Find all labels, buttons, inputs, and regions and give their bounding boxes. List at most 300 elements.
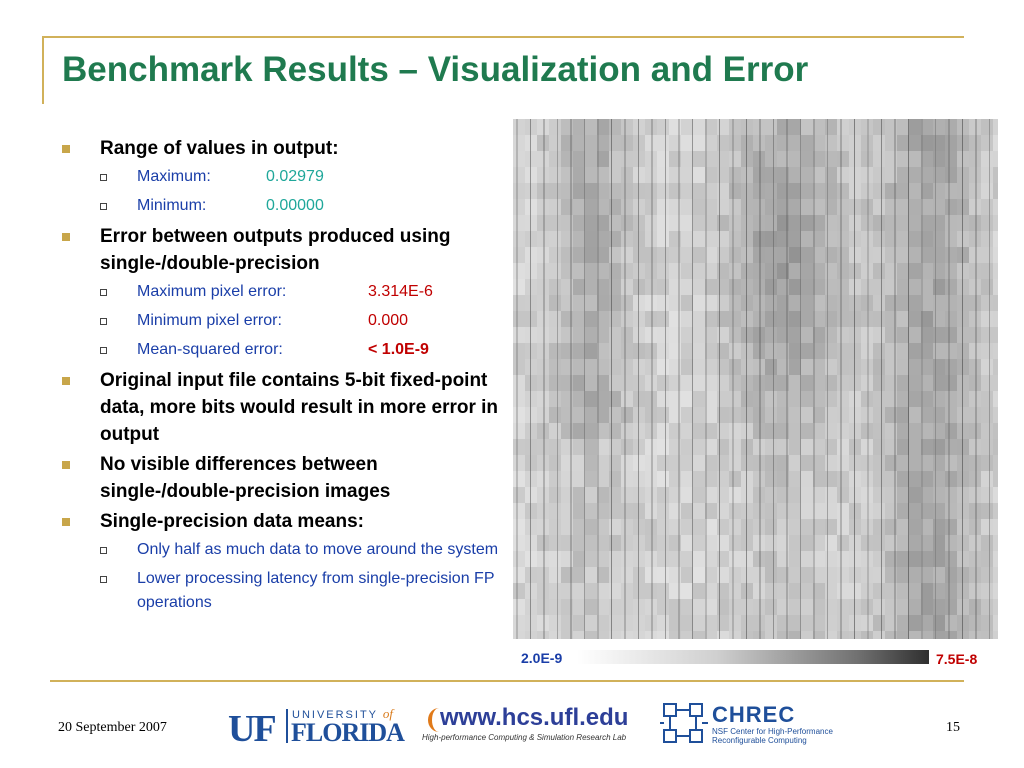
image-cell — [537, 615, 549, 631]
image-cell — [645, 199, 657, 215]
image-cell — [861, 583, 873, 599]
image-cell — [597, 167, 609, 183]
image-cell — [573, 343, 585, 359]
image-cell — [753, 375, 765, 391]
image-cell — [945, 327, 957, 343]
image-cell — [801, 503, 813, 519]
image-cell — [621, 167, 633, 183]
image-cell — [513, 199, 525, 215]
image-cell — [921, 279, 933, 295]
image-cell — [573, 599, 585, 615]
image-cell — [933, 183, 945, 199]
image-cell — [921, 311, 933, 327]
image-cell — [993, 567, 998, 583]
image-cell — [801, 359, 813, 375]
bullet-text: Error between outputs produced using single-/double-precision — [100, 226, 451, 274]
value-max-pixel-error: 3.314E-6 — [368, 283, 433, 300]
image-cell — [981, 439, 993, 455]
image-cell — [585, 295, 597, 311]
image-cell — [861, 343, 873, 359]
image-cell — [573, 199, 585, 215]
image-cell — [621, 263, 633, 279]
image-cell — [837, 503, 849, 519]
image-cell — [801, 615, 813, 631]
image-cell — [825, 119, 837, 135]
sub-bullet-min-pixel-error — [60, 309, 500, 333]
image-cell — [933, 343, 945, 359]
image-cell — [621, 231, 633, 247]
chrec-subtitle-line2: Reconfigurable Computing — [712, 736, 807, 745]
image-cell — [921, 391, 933, 407]
image-cell — [513, 263, 525, 279]
image-cell — [993, 215, 998, 231]
image-cell — [897, 199, 909, 215]
image-cell — [789, 343, 801, 359]
image-cell — [909, 599, 921, 615]
image-cell — [825, 215, 837, 231]
image-cell — [789, 551, 801, 567]
image-cell — [981, 519, 993, 535]
image-cell — [765, 583, 777, 599]
image-cell — [573, 631, 585, 639]
image-cell — [897, 167, 909, 183]
image-cell — [597, 359, 609, 375]
image-cell — [981, 487, 993, 503]
image-cell — [765, 295, 777, 311]
image-cell — [657, 295, 669, 311]
image-cell — [693, 135, 705, 151]
image-cell — [969, 455, 981, 471]
image-cell — [897, 423, 909, 439]
image-cell — [621, 567, 633, 583]
image-cell — [945, 359, 957, 375]
image-cell — [585, 567, 597, 583]
image-cell — [837, 567, 849, 583]
image-cell — [801, 247, 813, 263]
image-cell — [717, 183, 729, 199]
image-cell — [585, 279, 597, 295]
image-cell — [537, 455, 549, 471]
image-cell — [825, 167, 837, 183]
image-cell — [945, 551, 957, 567]
value-maximum: 0.02979 — [266, 168, 324, 185]
image-cell — [981, 599, 993, 615]
image-cell — [873, 231, 885, 247]
uf-logo-divider — [286, 709, 288, 743]
image-cell — [513, 455, 525, 471]
image-cell — [993, 519, 998, 535]
image-cell — [657, 551, 669, 567]
error-visualization-svg — [513, 119, 998, 639]
image-cell — [585, 407, 597, 423]
image-cell — [837, 551, 849, 567]
image-cell — [681, 487, 693, 503]
image-cell — [909, 391, 921, 407]
image-cell — [729, 215, 741, 231]
image-cell — [765, 247, 777, 263]
image-cell — [861, 263, 873, 279]
image-cell — [897, 455, 909, 471]
image-cell — [921, 583, 933, 599]
image-cell — [717, 487, 729, 503]
image-cell — [969, 391, 981, 407]
image-cell — [813, 167, 825, 183]
image-cell — [921, 359, 933, 375]
image-cell — [549, 391, 561, 407]
image-cell — [765, 519, 777, 535]
hollow-square-bullet-icon — [100, 318, 107, 325]
image-cell — [981, 567, 993, 583]
image-cell — [717, 519, 729, 535]
image-cell — [729, 231, 741, 247]
image-cell — [645, 167, 657, 183]
image-cell — [933, 279, 945, 295]
image-cell — [813, 359, 825, 375]
image-cell — [969, 471, 981, 487]
image-cell — [573, 327, 585, 343]
image-cell — [609, 167, 621, 183]
image-cell — [657, 231, 669, 247]
image-cell — [981, 631, 993, 639]
image-cell — [969, 567, 981, 583]
image-cell — [573, 263, 585, 279]
image-cell — [597, 327, 609, 343]
image-cell — [981, 183, 993, 199]
image-cell — [537, 503, 549, 519]
image-cell — [693, 615, 705, 631]
image-cell — [729, 167, 741, 183]
image-cell — [825, 615, 837, 631]
image-cell — [789, 615, 801, 631]
image-cell — [813, 519, 825, 535]
image-cell — [921, 119, 933, 135]
image-cell — [657, 279, 669, 295]
image-cell — [585, 135, 597, 151]
image-cell — [825, 199, 837, 215]
image-cell — [933, 135, 945, 151]
image-cell — [789, 407, 801, 423]
image-cell — [513, 247, 525, 263]
image-cell — [537, 119, 549, 135]
image-cell — [585, 519, 597, 535]
image-cell — [573, 615, 585, 631]
image-cell — [513, 183, 525, 199]
image-cell — [621, 151, 633, 167]
image-cell — [897, 551, 909, 567]
image-cell — [537, 167, 549, 183]
image-cell — [813, 375, 825, 391]
image-cell — [717, 247, 729, 263]
image-cell — [969, 295, 981, 311]
image-cell — [945, 151, 957, 167]
image-cell — [933, 599, 945, 615]
bullet-list — [60, 135, 500, 620]
image-cell — [693, 535, 705, 551]
image-cell — [549, 423, 561, 439]
image-cell — [573, 167, 585, 183]
image-cell — [765, 199, 777, 215]
image-cell — [789, 199, 801, 215]
image-cell — [537, 567, 549, 583]
image-cell — [585, 119, 597, 135]
image-cell — [729, 471, 741, 487]
image-cell — [585, 455, 597, 471]
image-cell — [801, 279, 813, 295]
image-cell — [981, 455, 993, 471]
image-cell — [717, 375, 729, 391]
image-cell — [825, 311, 837, 327]
image-cell — [789, 487, 801, 503]
image-cell — [897, 135, 909, 151]
image-cell — [813, 215, 825, 231]
image-cell — [621, 599, 633, 615]
image-cell — [573, 311, 585, 327]
image-cell — [597, 215, 609, 231]
image-cell — [729, 391, 741, 407]
image-cell — [921, 327, 933, 343]
image-cell — [597, 343, 609, 359]
image-cell — [789, 423, 801, 439]
image-cell — [861, 311, 873, 327]
image-cell — [693, 231, 705, 247]
image-cell — [585, 167, 597, 183]
image-cell — [573, 359, 585, 375]
image-cell — [705, 231, 717, 247]
image-cell — [645, 599, 657, 615]
image-cell — [993, 231, 998, 247]
image-cell — [621, 423, 633, 439]
image-cell — [873, 599, 885, 615]
image-cell — [873, 247, 885, 263]
image-cell — [801, 167, 813, 183]
image-cell — [897, 599, 909, 615]
image-cell — [681, 471, 693, 487]
image-cell — [645, 519, 657, 535]
image-cell — [597, 567, 609, 583]
image-cell — [645, 583, 657, 599]
image-cell — [825, 423, 837, 439]
image-cell — [993, 535, 998, 551]
image-cell — [993, 247, 998, 263]
image-cell — [873, 487, 885, 503]
image-cell — [549, 551, 561, 567]
image-cell — [609, 263, 621, 279]
image-cell — [621, 295, 633, 311]
image-cell — [573, 471, 585, 487]
image-cell — [585, 343, 597, 359]
image-cell — [705, 631, 717, 639]
image-cell — [729, 535, 741, 551]
image-cell — [921, 631, 933, 639]
image-cell — [813, 439, 825, 455]
image-cell — [609, 487, 621, 503]
image-cell — [789, 215, 801, 231]
image-cell — [657, 439, 669, 455]
image-cell — [513, 343, 525, 359]
image-cell — [837, 631, 849, 639]
image-cell — [621, 343, 633, 359]
image-cell — [681, 215, 693, 231]
image-cell — [945, 471, 957, 487]
image-cell — [933, 567, 945, 583]
image-cell — [801, 487, 813, 503]
image-cell — [705, 279, 717, 295]
image-cell — [813, 231, 825, 247]
image-cell — [801, 151, 813, 167]
image-cell — [681, 231, 693, 247]
image-cell — [597, 151, 609, 167]
image-cell — [933, 631, 945, 639]
image-cell — [549, 295, 561, 311]
image-cell — [861, 503, 873, 519]
image-cell — [573, 231, 585, 247]
image-cell — [657, 599, 669, 615]
hollow-square-bullet-icon — [100, 174, 107, 181]
sub-bullet-lower-latency — [60, 567, 500, 615]
image-cell — [837, 583, 849, 599]
image-cell — [753, 167, 765, 183]
image-cell — [729, 359, 741, 375]
image-cell — [657, 615, 669, 631]
image-cell — [861, 567, 873, 583]
image-cell — [597, 631, 609, 639]
image-cell — [765, 551, 777, 567]
image-cell — [933, 503, 945, 519]
image-cell — [621, 215, 633, 231]
image-cell — [993, 391, 998, 407]
image-cell — [789, 519, 801, 535]
image-cell — [753, 247, 765, 263]
bullet-text: No visible differences between single-/double-precision images — [100, 454, 391, 502]
image-cell — [573, 455, 585, 471]
image-cell — [897, 567, 909, 583]
image-cell — [909, 231, 921, 247]
image-cell — [933, 311, 945, 327]
image-cell — [693, 567, 705, 583]
image-cell — [825, 535, 837, 551]
image-cell — [729, 151, 741, 167]
image-cell — [609, 583, 621, 599]
image-cell — [621, 407, 633, 423]
image-cell — [789, 135, 801, 151]
image-cell — [909, 487, 921, 503]
image-cell — [609, 615, 621, 631]
bullet-text: Original input file contains 5-bit fixed-point data, more bits would result in more error in output — [100, 370, 499, 445]
image-cell — [861, 423, 873, 439]
image-cell — [789, 391, 801, 407]
image-cell — [969, 135, 981, 151]
bullet-text: Lower processing latency from single-precision FP operations — [137, 570, 495, 611]
image-cell — [573, 407, 585, 423]
image-cell — [645, 407, 657, 423]
image-cell — [609, 503, 621, 519]
image-cell — [513, 551, 525, 567]
image-cell — [825, 151, 837, 167]
image-cell — [717, 583, 729, 599]
image-cell — [681, 375, 693, 391]
image-cell — [549, 119, 561, 135]
image-cell — [753, 151, 765, 167]
image-cell — [729, 503, 741, 519]
image-cell — [801, 263, 813, 279]
image-cell — [837, 183, 849, 199]
image-cell — [789, 263, 801, 279]
image-cell — [657, 391, 669, 407]
image-cell — [597, 423, 609, 439]
hcs-subtitle: High-performance Computing & Simulation Research Lab — [422, 733, 627, 742]
image-cell — [585, 391, 597, 407]
image-cell — [897, 343, 909, 359]
image-cell — [765, 167, 777, 183]
image-cell — [765, 631, 777, 639]
image-cell — [969, 439, 981, 455]
bullet-no-visible — [60, 451, 500, 505]
image-cell — [969, 215, 981, 231]
image-cell — [837, 327, 849, 343]
hcs-url: www.hcs.ufl.edu — [440, 704, 629, 731]
image-cell — [909, 343, 921, 359]
image-cell — [729, 599, 741, 615]
image-cell — [993, 199, 998, 215]
image-cell — [969, 311, 981, 327]
image-cell — [789, 167, 801, 183]
image-cell — [645, 183, 657, 199]
image-cell — [825, 375, 837, 391]
image-cell — [897, 231, 909, 247]
image-cell — [825, 247, 837, 263]
image-cell — [789, 311, 801, 327]
image-cell — [765, 487, 777, 503]
image-cell — [945, 279, 957, 295]
image-cell — [969, 279, 981, 295]
image-cell — [933, 423, 945, 439]
image-cell — [765, 567, 777, 583]
image-cell — [729, 311, 741, 327]
image-cell — [717, 455, 729, 471]
image-cell — [765, 215, 777, 231]
image-cell — [969, 615, 981, 631]
image-cell — [801, 631, 813, 639]
image-cell — [861, 439, 873, 455]
image-cell — [813, 279, 825, 295]
image-cell — [981, 295, 993, 311]
image-cell — [837, 535, 849, 551]
image-cell — [873, 567, 885, 583]
image-cell — [837, 311, 849, 327]
image-cell — [513, 407, 525, 423]
image-cell — [753, 487, 765, 503]
image-cell — [801, 375, 813, 391]
image-cell — [657, 631, 669, 639]
image-cell — [969, 551, 981, 567]
image-cell — [681, 391, 693, 407]
image-cell — [921, 455, 933, 471]
image-cell — [585, 375, 597, 391]
image-cell — [897, 583, 909, 599]
image-cell — [897, 375, 909, 391]
image-cell — [549, 407, 561, 423]
image-cell — [609, 455, 621, 471]
image-cell — [753, 199, 765, 215]
image-cell — [513, 423, 525, 439]
image-cell — [573, 487, 585, 503]
image-cell — [717, 391, 729, 407]
image-cell — [537, 423, 549, 439]
bullet-original-input — [60, 367, 500, 448]
image-cell — [681, 615, 693, 631]
image-cell — [537, 583, 549, 599]
image-cell — [765, 439, 777, 455]
